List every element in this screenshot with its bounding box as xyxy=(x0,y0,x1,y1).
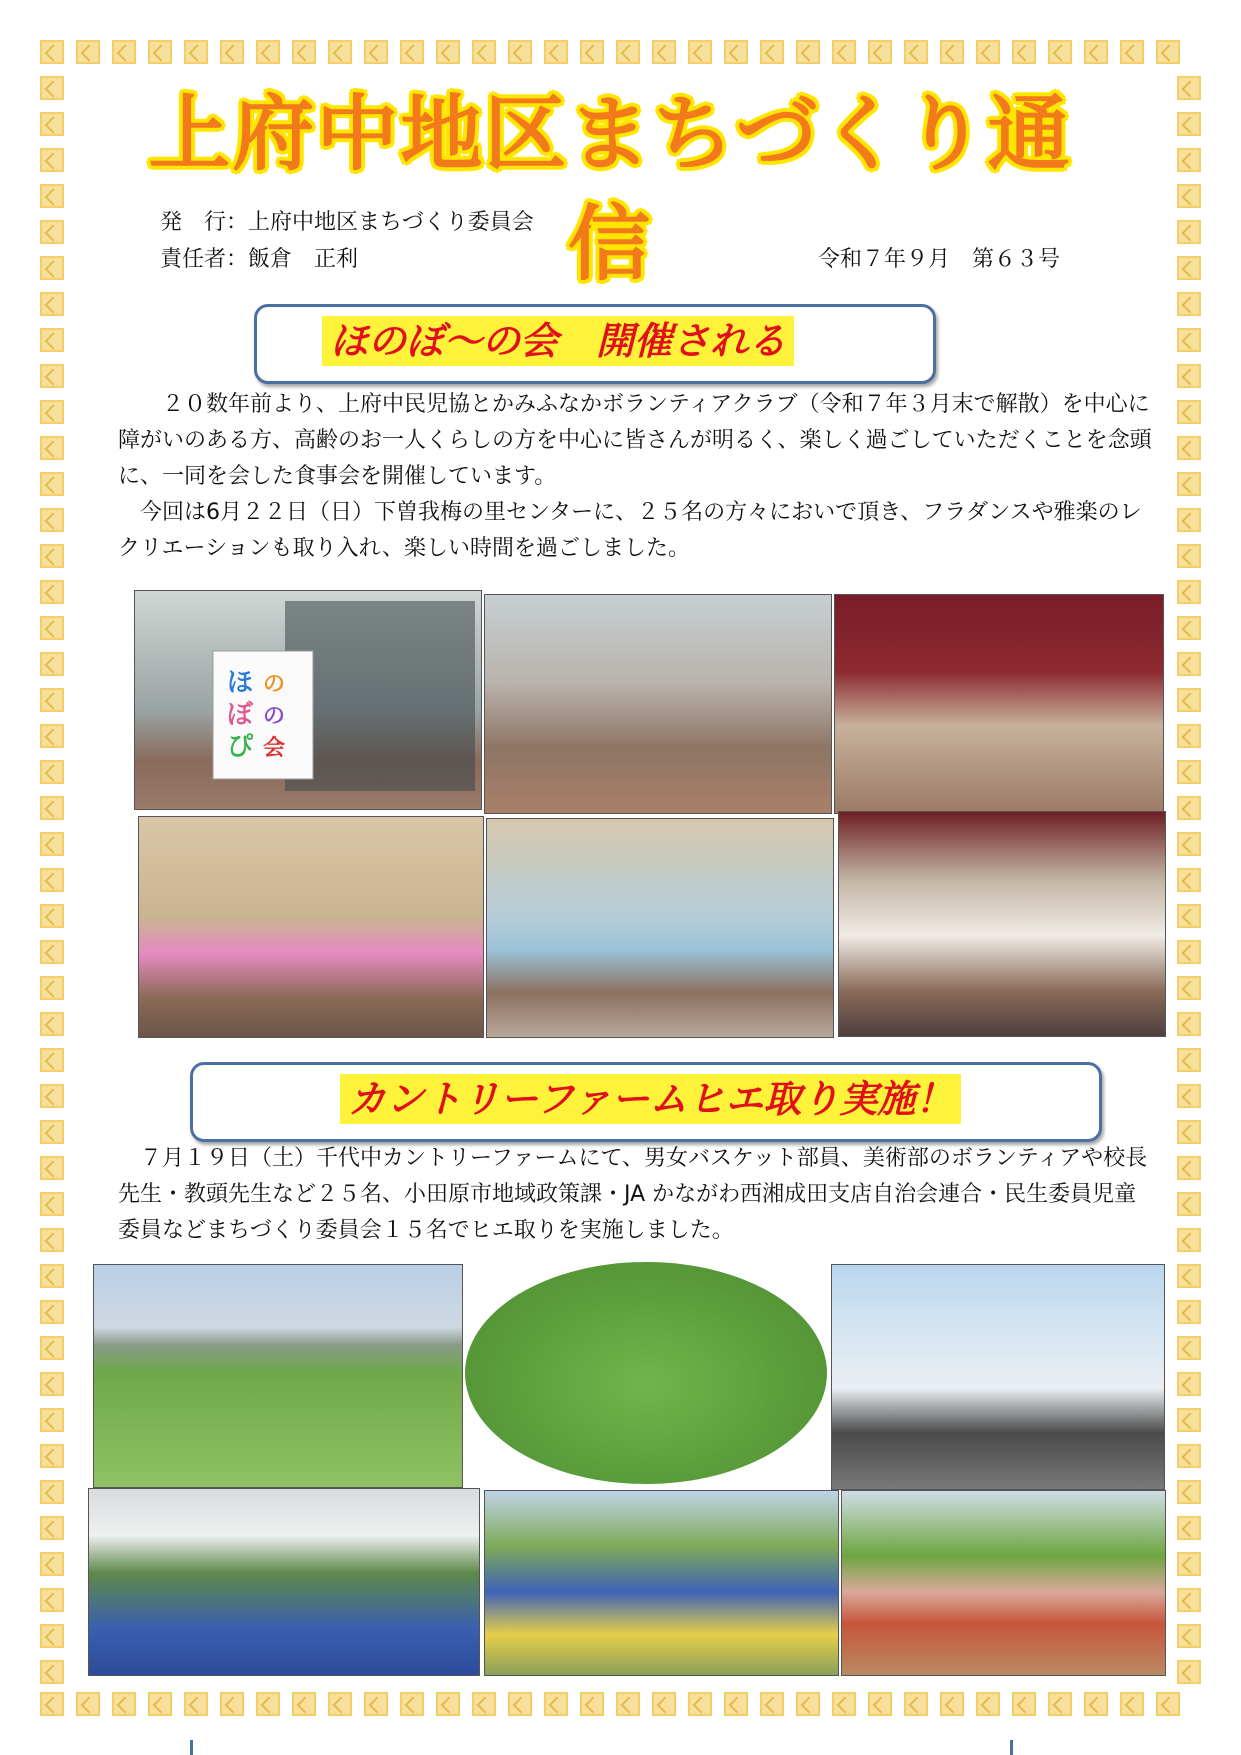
border-tile xyxy=(40,148,64,172)
border-tile xyxy=(904,40,928,64)
border-tile xyxy=(976,40,1000,64)
article1-paragraph-1: ２０数年前より、上府中民児協とかみふなかボランティアクラブ（令和７年３月末で解散）を中心に障がいのある方、高齢のお一人くらしの方を中心に皆さんが明るく、楽しく過ごしていただくことを念頭に、一同を会した食事会を開催しています。 xyxy=(118,392,1152,489)
border-tile xyxy=(1048,1692,1072,1716)
svg-text:の: の xyxy=(263,672,286,697)
border-tile xyxy=(1177,292,1201,316)
border-tile xyxy=(1177,976,1201,1000)
border-tile xyxy=(40,940,64,964)
border-tile xyxy=(1177,1084,1201,1108)
border-tile xyxy=(40,1264,64,1288)
border-tile xyxy=(148,1692,172,1716)
border-tile xyxy=(580,40,604,64)
border-tile xyxy=(508,40,532,64)
border-tile xyxy=(688,40,712,64)
photo-watermelon-students xyxy=(831,1264,1165,1490)
border-tile xyxy=(40,1516,64,1540)
photo-paddy-weeding-students xyxy=(465,1262,827,1484)
border-tile xyxy=(40,832,64,856)
border-tile xyxy=(652,1692,676,1716)
border-tile xyxy=(1120,1692,1144,1716)
border-tile xyxy=(40,796,64,820)
border-tile xyxy=(1177,1012,1201,1036)
svg-text:ぼ: ぼ xyxy=(227,700,254,730)
editor-name: 飯倉 正利 xyxy=(248,247,359,272)
photo-entrance-sign xyxy=(134,590,482,810)
border-tile xyxy=(40,256,64,280)
border-tile xyxy=(40,112,64,136)
border-tile xyxy=(1177,832,1201,856)
border-tile xyxy=(292,1692,316,1716)
border-tile xyxy=(184,1692,208,1716)
border-tile xyxy=(472,40,496,64)
photo-tent-rest xyxy=(88,1488,480,1676)
border-tile xyxy=(40,1336,64,1360)
photo-watermelon-serving xyxy=(841,1490,1166,1676)
border-tile xyxy=(220,1692,244,1716)
border-tile xyxy=(256,1692,280,1716)
border-tile xyxy=(976,1692,1000,1716)
border-tile xyxy=(40,1192,64,1216)
border-tile xyxy=(40,688,64,712)
border-tile xyxy=(1177,1120,1201,1144)
border-tile xyxy=(40,1120,64,1144)
border-tile xyxy=(436,40,460,64)
border-tile xyxy=(40,292,64,316)
border-tile xyxy=(1177,1156,1201,1180)
svg-text:の: の xyxy=(263,704,286,729)
publisher-label: 発 行： xyxy=(160,210,249,235)
border-tile xyxy=(40,1012,64,1036)
article1-title: ほのぼ～の会 開催される xyxy=(322,316,794,366)
publisher-name: 上府中地区まちづくり委員会 xyxy=(248,210,534,235)
border-tile xyxy=(40,1660,64,1684)
border-tile xyxy=(40,1228,64,1252)
border-tile xyxy=(40,220,64,244)
border-tile xyxy=(796,40,820,64)
border-tile xyxy=(112,1692,136,1716)
border-tile xyxy=(40,76,64,100)
bottom-rule-right xyxy=(1010,1740,1013,1755)
border-tile xyxy=(40,1588,64,1612)
border-tile xyxy=(1177,76,1201,100)
article1-paragraph-2: 今回は6月２２日（日）下曽我梅の里センターに、２５名の方々においで頂き、フラダンスや雅楽のレクリエーションも取り入れ、楽しい時間を過ごしました。 xyxy=(118,500,1142,561)
article2-paragraph: ７月１９日（土）千代中カントリーファームにて、男女バスケット部員、美術部のボランティアや校長先生・教頭先生など２５名、小田原市地域政策課・JA かながわ西湘成田支店自治会連合・民生委員児童委員などまちづくり委員会１５名でヒエ取りを実施しました。 xyxy=(118,1146,1148,1243)
border-tile xyxy=(256,40,280,64)
border-tile xyxy=(1177,1228,1201,1252)
border-tile xyxy=(148,40,172,64)
border-tile xyxy=(1177,940,1201,964)
article2-title: カントリーファームヒエ取り実施！ xyxy=(340,1074,961,1124)
border-tile xyxy=(1177,436,1201,460)
border-tile xyxy=(1177,1192,1201,1216)
border-tile xyxy=(1012,40,1036,64)
border-tile xyxy=(40,40,64,64)
border-tile xyxy=(1177,1300,1201,1324)
border-tile xyxy=(40,652,64,676)
border-tile xyxy=(184,40,208,64)
border-tile xyxy=(40,436,64,460)
border-tile xyxy=(760,40,784,64)
border-tile xyxy=(544,40,568,64)
border-tile xyxy=(40,364,64,388)
border-tile xyxy=(40,724,64,748)
border-tile xyxy=(796,1692,820,1716)
svg-text:ぴ: ぴ xyxy=(227,732,254,762)
border-tile xyxy=(40,1048,64,1072)
border-tile xyxy=(1177,184,1201,208)
border-tile xyxy=(1177,1660,1201,1684)
border-tile xyxy=(40,904,64,928)
editor-label: 責任者： xyxy=(160,247,249,272)
border-tile xyxy=(1177,616,1201,640)
border-tile xyxy=(1177,328,1201,352)
border-tile xyxy=(40,1084,64,1108)
border-tile xyxy=(760,1692,784,1716)
entrance-sign-illustration xyxy=(135,591,482,810)
publisher-line xyxy=(160,205,534,236)
border-tile xyxy=(1084,1692,1108,1716)
border-tile xyxy=(1177,472,1201,496)
border-tile xyxy=(580,1692,604,1716)
border-tile xyxy=(724,1692,748,1716)
border-tile xyxy=(292,40,316,64)
border-tile xyxy=(544,1692,568,1716)
border-tile xyxy=(1084,40,1108,64)
border-tile xyxy=(1177,1372,1201,1396)
border-tile xyxy=(40,868,64,892)
border-tile xyxy=(724,40,748,64)
border-tile xyxy=(1177,1444,1201,1468)
border-tile xyxy=(328,1692,352,1716)
border-tile xyxy=(40,616,64,640)
photo-harvested-weeds xyxy=(484,1490,839,1676)
border-tile xyxy=(832,1692,856,1716)
border-tile xyxy=(436,1692,460,1716)
photo-paddy-weeding-wide xyxy=(93,1264,463,1488)
border-tile xyxy=(1177,580,1201,604)
photo-hula-dance xyxy=(138,816,484,1038)
border-tile xyxy=(40,1552,64,1576)
border-tile xyxy=(472,1692,496,1716)
border-tile xyxy=(868,1692,892,1716)
border-tile xyxy=(508,1692,532,1716)
newsletter-title: 上府中地区まちづくり通信 xyxy=(148,87,1072,292)
border-tile xyxy=(1177,1336,1201,1360)
border-tile xyxy=(616,1692,640,1716)
border-tile xyxy=(40,1444,64,1468)
border-tile xyxy=(688,1692,712,1716)
border-tile xyxy=(652,40,676,64)
border-tile xyxy=(1177,868,1201,892)
photo-dining-group xyxy=(838,811,1166,1037)
border-tile xyxy=(868,40,892,64)
border-tile xyxy=(1120,40,1144,64)
border-tile xyxy=(1156,40,1180,64)
photo-gagaku-performance xyxy=(486,818,834,1038)
border-tile xyxy=(1177,400,1201,424)
border-tile xyxy=(1177,796,1201,820)
photo-dining-hall xyxy=(484,594,832,814)
border-tile xyxy=(1012,1692,1036,1716)
border-tile xyxy=(940,1692,964,1716)
border-tile xyxy=(400,1692,424,1716)
border-tile xyxy=(328,40,352,64)
border-tile xyxy=(40,1156,64,1180)
border-tile xyxy=(40,1408,64,1432)
border-tile xyxy=(1177,688,1201,712)
border-tile xyxy=(1177,1624,1201,1648)
border-tile xyxy=(1177,724,1201,748)
border-tile xyxy=(76,1692,100,1716)
border-tile xyxy=(40,1692,64,1716)
border-tile xyxy=(40,544,64,568)
border-tile xyxy=(40,472,64,496)
border-tile xyxy=(1156,1692,1180,1716)
svg-text:ほ: ほ xyxy=(227,668,254,698)
border-tile xyxy=(1177,544,1201,568)
border-tile xyxy=(40,580,64,604)
border-tile xyxy=(1177,760,1201,784)
border-tile xyxy=(1177,1588,1201,1612)
border-tile xyxy=(40,1480,64,1504)
border-tile xyxy=(616,40,640,64)
border-tile xyxy=(1177,1480,1201,1504)
border-tile xyxy=(1177,508,1201,532)
border-tile xyxy=(1177,112,1201,136)
border-tile xyxy=(40,1300,64,1324)
border-tile xyxy=(1177,1264,1201,1288)
svg-text:会: 会 xyxy=(263,736,286,761)
border-tile xyxy=(220,40,244,64)
border-tile xyxy=(112,40,136,64)
border-tile xyxy=(1177,904,1201,928)
border-tile xyxy=(1177,1048,1201,1072)
border-tile xyxy=(1177,1516,1201,1540)
border-tile xyxy=(1048,40,1072,64)
border-tile xyxy=(1177,148,1201,172)
border-tile xyxy=(40,976,64,1000)
border-tile xyxy=(1177,220,1201,244)
border-tile xyxy=(1177,1552,1201,1576)
border-tile xyxy=(1177,1408,1201,1432)
issue-number: 令和７年９月 第６３号 xyxy=(818,247,1061,272)
border-tile xyxy=(1177,652,1201,676)
border-tile xyxy=(1177,364,1201,388)
border-tile xyxy=(40,400,64,424)
border-tile xyxy=(40,508,64,532)
border-tile xyxy=(400,40,424,64)
border-tile xyxy=(40,760,64,784)
border-tile xyxy=(76,40,100,64)
bottom-rule-left xyxy=(190,1740,193,1755)
border-tile xyxy=(904,1692,928,1716)
border-tile xyxy=(364,1692,388,1716)
border-tile xyxy=(1177,256,1201,280)
photo-speaker-guests xyxy=(834,594,1164,814)
border-tile xyxy=(40,328,64,352)
border-tile xyxy=(40,184,64,208)
border-tile xyxy=(940,40,964,64)
border-tile xyxy=(40,1372,64,1396)
border-tile xyxy=(364,40,388,64)
editor-line xyxy=(160,242,358,273)
border-tile xyxy=(40,1624,64,1648)
border-tile xyxy=(832,40,856,64)
